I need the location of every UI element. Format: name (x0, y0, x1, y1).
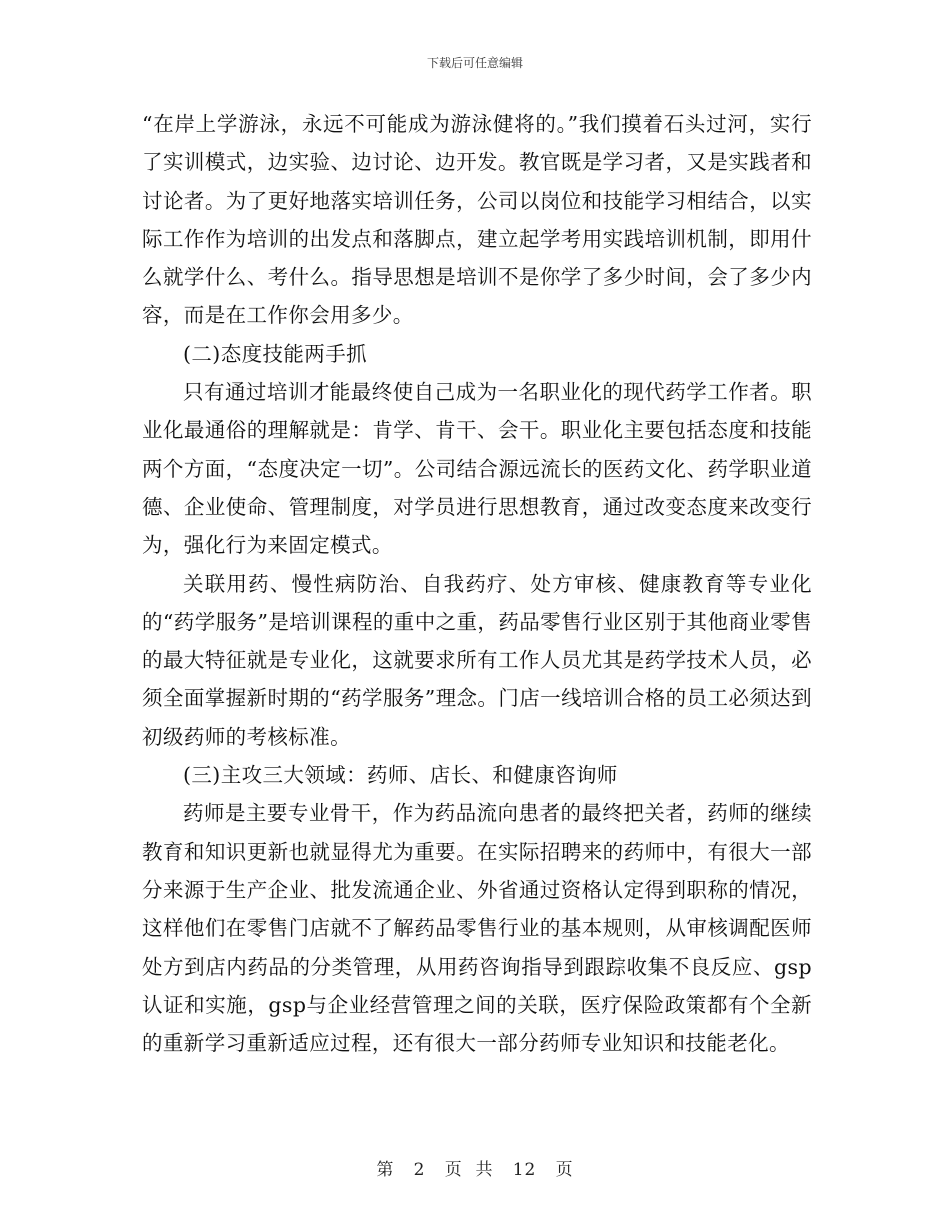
footer-mid: 页 共 (444, 1160, 494, 1180)
section-heading-attitude-skills: (二)态度技能两手抓 (183, 341, 367, 366)
document-body (142, 105, 812, 1062)
current-page-number: 2 (413, 1160, 426, 1180)
header-note: 下载后可任意编辑 (426, 56, 523, 70)
paragraph-practice-training: “在岸上学游泳，永远不可能成为游泳健将的。”我们摸着石头过河，实行了实训模式，边实验、边讨论、边开发。教官既是学习者，又是实践者和讨论者。为了更好地落实培训任务，公司以岗位和技能学习相结合，以实际工作作为培训的出发点和落脚点，建立起学考用实践培训机制，即用什么就学什么、考什么。指导思想是培训不是你学了多少时间，会了多少内容，而是在工作你会用多少。 (142, 112, 812, 328)
paragraph-pharmacist: 药师是主要专业骨干，作为药品流向患者的最终把关者，药师的继续教育和知识更新也就显得尤为重要。在实际招聘来的药师中，有很大一部分来源于生产企业、批发流通企业、外省通过资格认定得到职称的情况，这样他们在零售门店就不了解药品零售行业的基本规则，从审核调配医师处方到店内药品的分类管理，从用药咨询指导到跟踪收集不良反应、gsp认证和实施，gsp与企业经营管理之间的关联，医疗保险政策都有个全新的重新学习重新适应过程，还有很大一部分药师专业知识和技能老化。 (142, 801, 812, 1056)
section-heading-three-fields: (三)主攻三大领域：药师、店长、和健康咨询师 (183, 763, 618, 788)
paragraph-professionalism: 只有通过培训才能最终使自己成为一名职业化的现代药学工作者。职业化最通俗的理解就是：肯学、肯干、会干。职业化主要包括态度和技能两个方面，“态度决定一切”。公司结合源远流长的医药文化、药学职业道德、企业使命、管理制度，对学员进行思想教育，通过改变态度来改变行为，强化行为来固定模式。 (142, 380, 812, 558)
footer-prefix: 第 (376, 1160, 395, 1180)
paragraph-pharmacy-service: 关联用药、慢性病防治、自我药疗、处方审核、健康教育等专业化的“药学服务”是培训课程的重中之重，药品零售行业区别于其他商业零售的最大特征就是专业化，这就要求所有工作人员尤其是药学技术人员，必须全面掌握新时期的“药学服务”理念。门店一线培训合格的员工必须达到初级药师的考核标准。 (142, 571, 812, 749)
total-pages-number: 12 (512, 1160, 537, 1180)
page-footer (0, 1155, 950, 1180)
footer-suffix: 页 (555, 1160, 574, 1180)
